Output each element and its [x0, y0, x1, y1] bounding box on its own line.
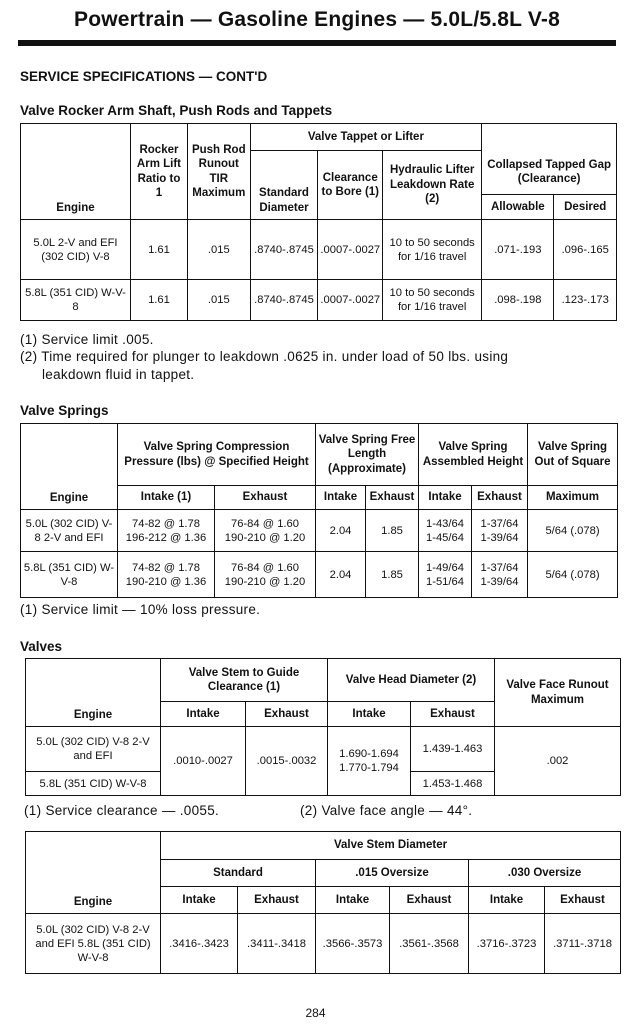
rocker-header-clearance: Clearance to Bore (1)	[318, 151, 383, 220]
springs-header-free: Valve Spring Free Length (Approximate)	[316, 424, 419, 486]
desired-cell: .123-.173	[554, 280, 617, 321]
stem-header-diameter: Valve Stem Diameter	[161, 832, 621, 860]
rocker-table	[20, 123, 617, 321]
springs-header-square: Valve Spring Out of Square	[528, 424, 618, 486]
springs-header-asm-intake: Intake	[419, 486, 472, 510]
valves-header-head-intake: Intake	[328, 702, 411, 727]
ratio-cell: 1.61	[130, 220, 187, 280]
stem-header-030-exhaust: Exhaust	[545, 887, 621, 914]
table-row	[21, 552, 618, 598]
stem-header-engine: Engine	[26, 832, 161, 914]
engine-cell: 5.0L (302 CID) V-8 2-V and EFI	[21, 510, 118, 552]
comp-intake-cell: 74-82 @ 1.78 196-212 @ 1.36	[118, 510, 215, 552]
valves-table	[25, 658, 621, 796]
valves-header-guide-intake: Intake	[161, 702, 246, 727]
table-row	[26, 727, 621, 772]
engine-cell: 5.8L (351 CID) W-V-8	[21, 552, 118, 598]
rocker-header-leakdown: Hydraulic Lifter Leakdown Rate (2)	[383, 151, 482, 220]
stem-header-015-exhaust: Exhaust	[390, 887, 469, 914]
rocker-header-tappet: Valve Tappet or Lifter	[250, 124, 482, 151]
allowable-cell: .071-.193	[482, 220, 554, 280]
springs-header-asm-exhaust: Exhaust	[472, 486, 528, 510]
springs-header-assembled: Valve Spring Assembled Height	[419, 424, 528, 486]
diameter-cell: .8740-.8745	[250, 280, 318, 321]
free-intake-cell: 2.04	[316, 552, 366, 598]
rocker-note-1: (1) Service limit .005.	[20, 332, 154, 347]
rocker-header-engine: Engine	[21, 124, 131, 220]
guide-exhaust-cell: .0015-.0032	[246, 727, 328, 796]
runout-cell: .002	[495, 727, 621, 796]
free-intake-cell: 2.04	[316, 510, 366, 552]
stem-header-std-intake: Intake	[161, 887, 238, 914]
asm-exhaust-cell: 1-37/64 1-39/64	[472, 552, 528, 598]
stem-header-std-exhaust: Exhaust	[238, 887, 316, 914]
rocker-header-desired: Desired	[554, 195, 617, 220]
stem-table	[25, 831, 621, 974]
guide-intake-cell: .0010-.0027	[161, 727, 246, 796]
free-exhaust-cell: 1.85	[366, 510, 419, 552]
engine-cell: 5.8L (351 CID) W-V-8	[26, 772, 161, 796]
allowable-cell: .098-.198	[482, 280, 554, 321]
springs-header-compression: Valve Spring Compression Pressure (lbs) @ Specified Height	[118, 424, 316, 486]
diameter-cell: .8740-.8745	[250, 220, 318, 280]
clearance-cell: .0007-.0027	[318, 220, 383, 280]
springs-header-free-intake: Intake	[316, 486, 366, 510]
ratio-cell: 1.61	[130, 280, 187, 321]
valves-header-head: Valve Head Diameter (2)	[328, 659, 495, 702]
stem-header-030-intake: Intake	[469, 887, 545, 914]
valves-header-head-exhaust: Exhaust	[411, 702, 495, 727]
page-number: 284	[305, 1006, 326, 1020]
engine-cell: 5.0L 2-V and EFI (302 CID) V-8	[21, 220, 131, 280]
valves-header-engine: Engine	[26, 659, 161, 727]
runout-cell: .015	[188, 220, 251, 280]
clearance-cell: .0007-.0027	[318, 280, 383, 321]
head-exhaust-cell: 1.439-1.463	[411, 727, 495, 772]
asm-intake-cell: 1-49/64 1-51/64	[419, 552, 472, 598]
stem-header-015-intake: Intake	[316, 887, 390, 914]
rocker-heading: Valve Rocker Arm Shaft, Push Rods and Tappets	[20, 103, 333, 118]
valves-header-guide: Valve Stem to Guide Clearance (1)	[161, 659, 328, 702]
comp-intake-cell: 74-82 @ 1.78 190-210 @ 1.36	[118, 552, 215, 598]
std-intake-cell: .3416-.3423	[161, 914, 238, 974]
valves-heading: Valves	[20, 639, 63, 654]
head-intake-cell: 1.690-1.694 1.770-1.794	[328, 727, 411, 796]
springs-header-free-exhaust: Exhaust	[366, 486, 419, 510]
table-row	[26, 914, 621, 974]
engine-cell: 5.0L (302 CID) V-8 2-V and EFI	[26, 727, 161, 772]
head-exhaust-cell: 1.453-1.468	[411, 772, 495, 796]
leakdown-cell: 10 to 50 seconds for 1/16 travel	[383, 220, 482, 280]
subtitle: SERVICE SPECIFICATIONS — CONT'D	[20, 69, 268, 84]
engine-cell: 5.0L (302 CID) V-8 2-V and EFI 5.8L (351 CID) W-V-8	[26, 914, 161, 974]
springs-header-exhaust: Exhaust	[215, 486, 316, 510]
table-row	[21, 280, 617, 321]
desired-cell: .096-.165	[554, 220, 617, 280]
springs-header-engine: Engine	[21, 424, 118, 510]
runout-cell: .015	[188, 280, 251, 321]
o30-exhaust-cell: .3711-.3718	[545, 914, 621, 974]
std-exhaust-cell: .3411-.3418	[238, 914, 316, 974]
free-exhaust-cell: 1.85	[366, 552, 419, 598]
asm-intake-cell: 1-43/64 1-45/64	[419, 510, 472, 552]
rocker-note-2-line1: (2) Time required for plunger to leakdown .0625 in. under load of 50 lbs. using	[20, 349, 509, 364]
springs-note-1: (1) Service limit — 10% loss pressure.	[20, 602, 261, 617]
stem-header-030: .030 Oversize	[469, 860, 621, 887]
valves-header-guide-exhaust: Exhaust	[246, 702, 328, 727]
table-row	[21, 510, 618, 552]
springs-header-maximum: Maximum	[528, 486, 618, 510]
rocker-note-2	[20, 348, 620, 384]
valves-header-runout: Valve Face Runout Maximum	[495, 659, 621, 727]
valves-note-2: (2) Valve face angle — 44°.	[300, 803, 473, 818]
rocker-header-runout: Push Rod Runout TIR Maximum	[188, 124, 251, 220]
springs-header-intake: Intake (1)	[118, 486, 215, 510]
title-rule	[18, 40, 616, 46]
comp-exhaust-cell: 76-84 @ 1.60 190-210 @ 1.20	[215, 510, 316, 552]
o15-exhaust-cell: .3561-.3568	[390, 914, 469, 974]
table-row	[21, 220, 617, 280]
stem-header-standard: Standard	[161, 860, 316, 887]
square-cell: 5/64 (.078)	[528, 510, 618, 552]
page-title: Powertrain — Gasoline Engines — 5.0L/5.8L V-8	[74, 8, 560, 31]
rocker-header-allowable: Allowable	[482, 195, 554, 220]
rocker-header-collapsed-top	[482, 124, 617, 151]
comp-exhaust-cell: 76-84 @ 1.60 190-210 @ 1.20	[215, 552, 316, 598]
o15-intake-cell: .3566-.3573	[316, 914, 390, 974]
rocker-header-ratio: Rocker Arm Lift Ratio to 1	[130, 124, 187, 220]
stem-header-015: .015 Oversize	[316, 860, 469, 887]
valves-note-1: (1) Service clearance — .0055.	[24, 803, 220, 818]
asm-exhaust-cell: 1-37/64 1-39/64	[472, 510, 528, 552]
o30-intake-cell: .3716-.3723	[469, 914, 545, 974]
engine-cell: 5.8L (351 CID) W-V-8	[21, 280, 131, 321]
leakdown-cell: 10 to 50 seconds for 1/16 travel	[383, 280, 482, 321]
rocker-header-diameter: Standard Diameter	[250, 151, 318, 220]
springs-heading: Valve Springs	[20, 403, 109, 418]
square-cell: 5/64 (.078)	[528, 552, 618, 598]
springs-table	[20, 423, 618, 598]
rocker-note-2-line2: leakdown fluid in tappet.	[42, 367, 195, 382]
rocker-header-collapsed: Collapsed Tapped Gap (Clearance)	[482, 151, 617, 195]
